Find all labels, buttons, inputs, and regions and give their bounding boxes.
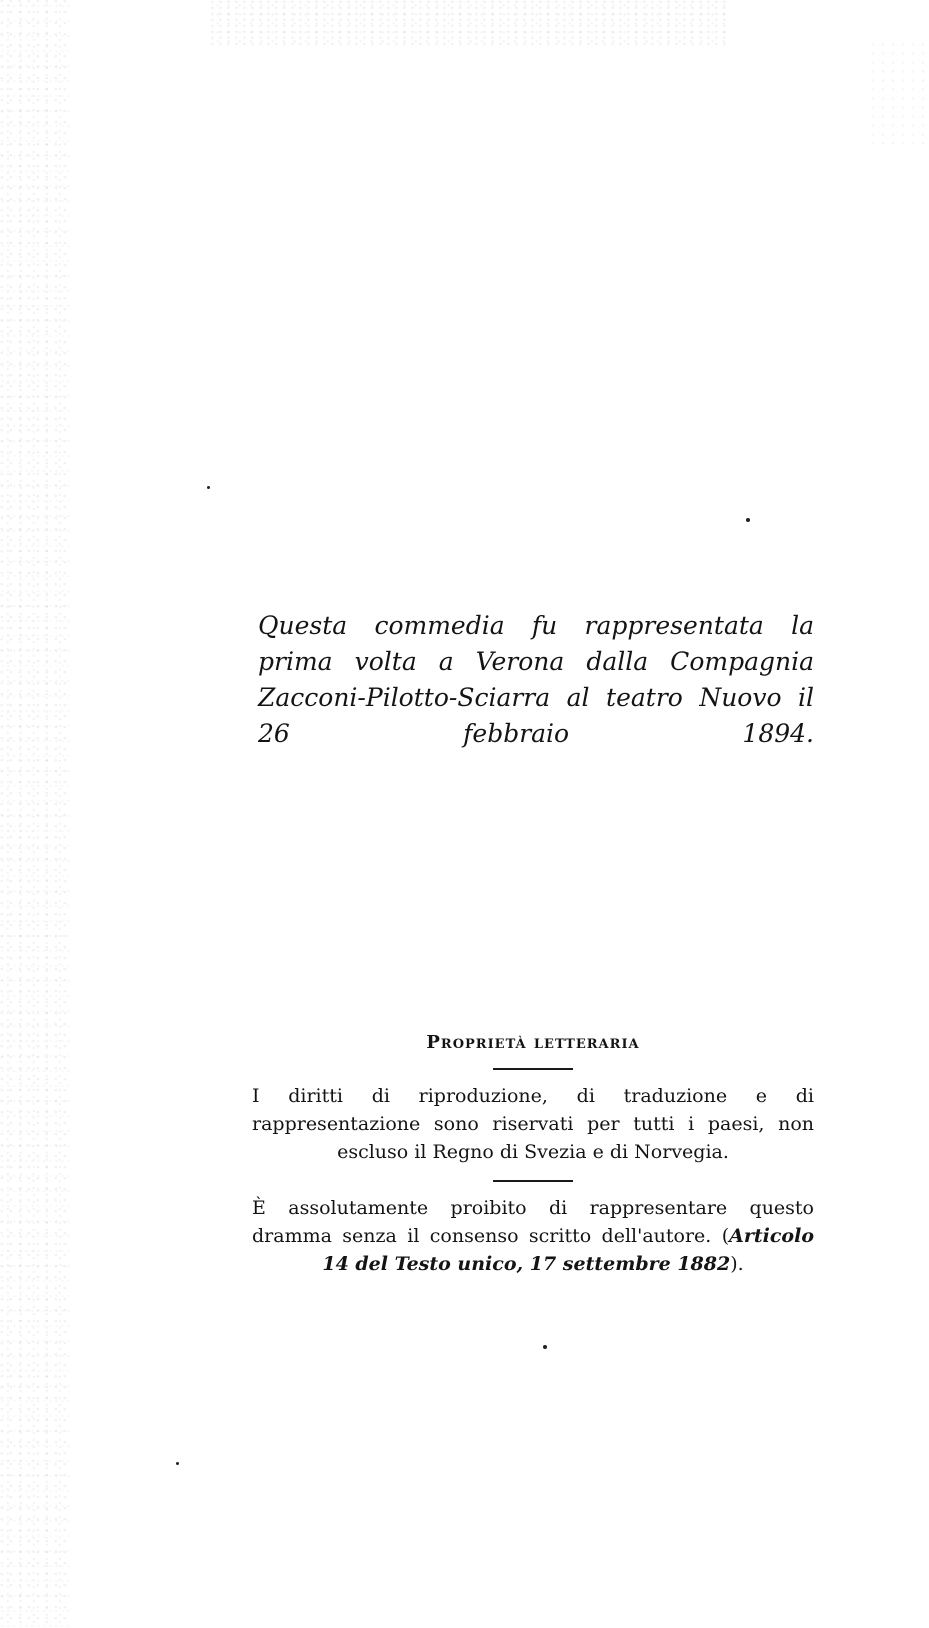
copyright-section	[252, 1032, 814, 1278]
rights-reserved-paragraph: I diritti di riproduzione, di traduzione e di rappresentazione sono riservati per tutti i paesi, non escluso il Regno di Svezia e di Norvegia.	[252, 1085, 814, 1163]
prohibition-text: È assolutamente proibito di rappresentare questo dramma senza il consenso scritto dell'autore. (	[252, 1197, 814, 1247]
scan-noise-left	[0, 0, 70, 1628]
divider-rule	[493, 1180, 573, 1182]
premiere-note: Questa commedia fu rappresentata la prima volta a Verona dalla Compagnia Zacconi-Pilotto-Sciarra al teatro Nuovo il 26 febbraio 1894.	[258, 611, 814, 748]
law-citation: Articolo 14 del Testo unico, 17 settembre 1882	[322, 1225, 814, 1275]
scan-speck	[207, 486, 210, 489]
prohibition-close: ).	[730, 1253, 744, 1275]
divider-rule	[493, 1068, 573, 1070]
copyright-heading: Proprietà letteraria	[426, 1032, 640, 1053]
scan-noise-top	[210, 0, 730, 48]
scan-speck	[176, 1462, 179, 1465]
scan-speck	[746, 518, 750, 522]
scan-noise-right	[869, 40, 929, 150]
scan-speck	[543, 1345, 547, 1349]
performance-prohibition-paragraph	[252, 1194, 814, 1278]
